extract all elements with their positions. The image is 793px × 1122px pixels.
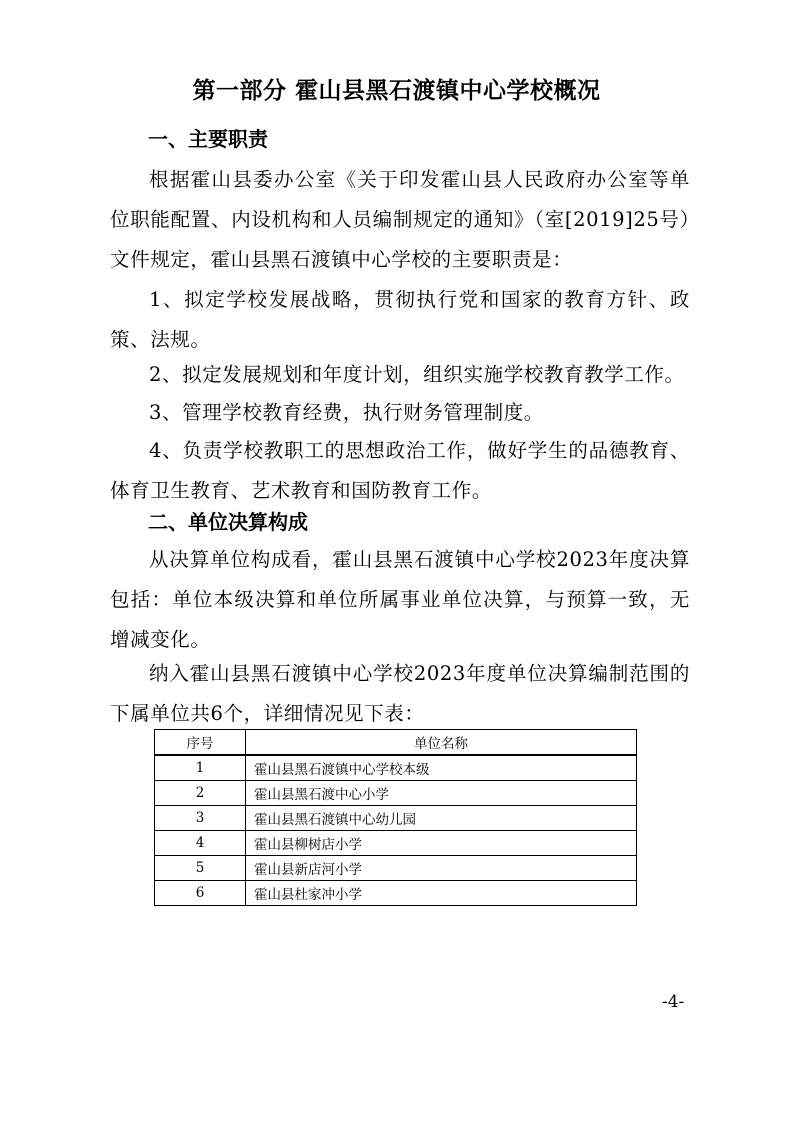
row-unit-name: 霍山县黑石渡镇中心幼儿园 [246,806,637,831]
duties-intro-paragraph: 根据霍山县委办公室《关于印发霍山县人民政府办公室等单位职能配置、内设机构和人员编制规定的通知》（室[2019]25号）文件规定，霍山县黑石渡镇中心学校的主要职责是： [110,168,690,271]
row-unit-name: 霍山县柳树店小学 [246,831,637,856]
row-unit-name: 霍山县黑石渡镇中心学校本级 [246,755,637,781]
row-number: 1 [155,755,246,781]
table-row [155,856,637,881]
column-header-unit-name: 单位名称 [246,730,637,756]
table-header-row [155,730,637,756]
row-number: 4 [155,831,246,856]
duty-item-3: 3、管理学校教育经费，执行财务管理制度。 [149,401,544,424]
subordinate-units-paragraph: 纳入霍山县黑石渡镇中心学校2023年度单位决算编制范围的下属单位共6个，详细情况见下表： [110,662,690,725]
table-row [155,781,637,806]
duty-item-4: 4、负责学校教职工的思想政治工作，做好学生的品德教育、体育卫生教育、艺术教育和国防教育工作。 [110,439,690,502]
row-unit-name: 霍山县新店河小学 [246,856,637,881]
duty-item-1: 1、拟定学校发展战略，贯彻执行党和国家的教育方针、政策、法规。 [110,288,690,351]
table-row [155,831,637,856]
page-title: 第一部分 霍山县黑石渡镇中心学校概况 [192,78,601,104]
table-row [155,881,637,906]
page-number: -4- [662,992,685,1012]
table-row [155,806,637,831]
column-header-number: 序号 [155,730,246,756]
table-row [155,755,637,781]
subordinate-units-table [154,729,637,906]
duty-item-2: 2、拟定发展规划和年度计划，组织实施学校教育教学工作。 [149,363,685,386]
section-heading-budget-composition: 二、单位决算构成 [148,510,308,534]
row-number: 2 [155,781,246,806]
section-heading-duties: 一、主要职责 [148,127,268,151]
row-unit-name: 霍山县杜家冲小学 [246,881,637,906]
row-number: 3 [155,806,246,831]
composition-paragraph: 从决算单位构成看，霍山县黑石渡镇中心学校2023年度决算包括：单位本级决算和单位所属事业单位决算，与预算一致，无增减变化。 [110,548,690,651]
row-number: 6 [155,881,246,906]
row-unit-name: 霍山县黑石渡中心小学 [246,781,637,806]
row-number: 5 [155,856,246,881]
